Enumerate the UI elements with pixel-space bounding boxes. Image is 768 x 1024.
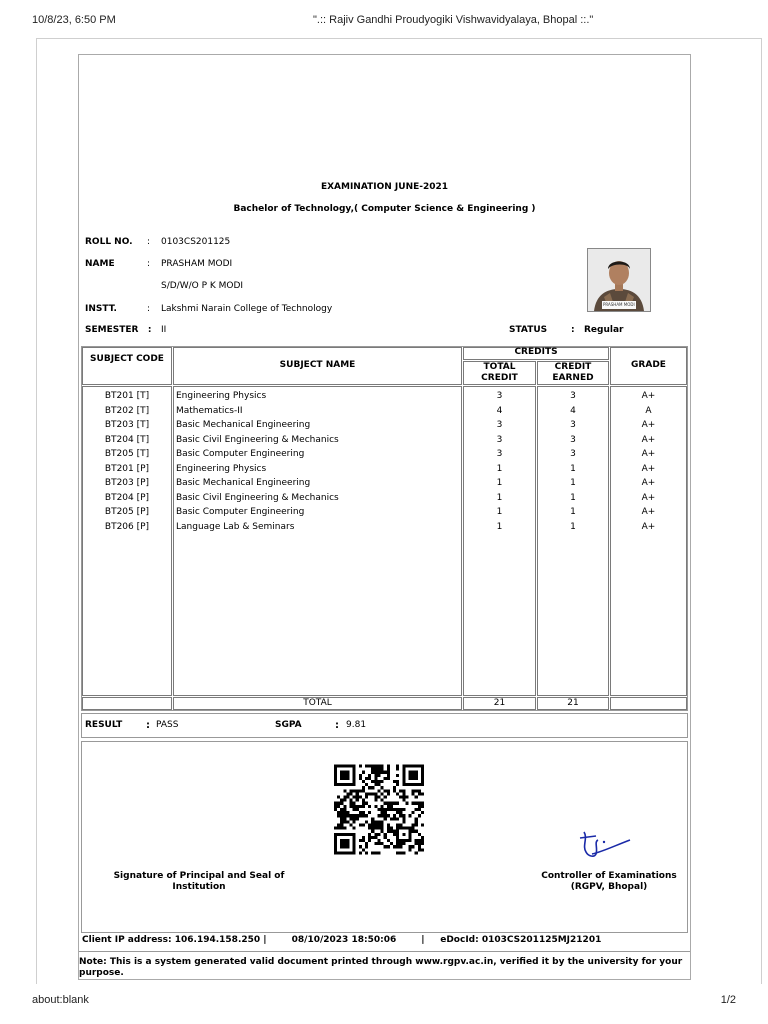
row-total-credit: 1 — [496, 478, 503, 488]
exam-title: EXAMINATION JUNE-2021 — [320, 182, 449, 192]
program-title: Bachelor of Technology,( Computer Science & Engineering ) — [233, 204, 536, 214]
inst-label: INSTT. — [85, 304, 117, 314]
row-subject-name: Mathematics-II — [176, 405, 243, 416]
row-total-credit: 3 — [496, 391, 503, 401]
row-subject-name: Basic Computer Engineering — [176, 507, 305, 517]
print-date: 10/8/23, 6:50 PM — [32, 14, 116, 26]
header-credit-earned: CREDIT EARNED — [552, 362, 594, 383]
marksheet — [78, 54, 691, 980]
row-grade: A+ — [641, 478, 656, 488]
row-total-credit: 1 — [496, 463, 503, 474]
row-credit-earned: 1 — [570, 478, 576, 488]
row-credit-earned: 1 — [570, 521, 576, 532]
row-subject-name: Basic Mechanical Engineering — [176, 478, 311, 488]
print-page-title: ".:: Rajiv Gandhi Proudyogiki Vishwavidyalaya, Bhopal ::." — [313, 14, 594, 26]
qr-code-icon — [334, 764, 424, 855]
row-subject-name: Engineering Physics — [176, 391, 267, 401]
total-row-code-cell — [82, 697, 172, 710]
header-subject-code-cell — [82, 347, 172, 385]
row-subject-code: BT205 [T] — [104, 449, 150, 459]
header-subject-name: SUBJECT NAME — [279, 360, 356, 370]
footer-divider — [79, 951, 690, 952]
row-credit-earned: 1 — [570, 492, 576, 503]
status-colon: : — [571, 325, 575, 335]
controller-signature-label: Controller of Examinations (RGPV, Bhopal) — [541, 871, 677, 892]
sgpa-label: SGPA — [275, 720, 302, 730]
row-subject-name: Engineering Physics — [176, 463, 267, 474]
row-credit-earned: 3 — [570, 434, 576, 445]
name-colon: : — [147, 259, 151, 269]
header-total-credit: TOTAL CREDIT — [481, 362, 518, 383]
row-subject-code: BT202 [T] — [104, 405, 150, 416]
roll-value: 0103CS201125 — [161, 237, 231, 247]
row-total-credit: 1 — [496, 521, 503, 532]
row-subject-name: Basic Civil Engineering & Mechanics — [176, 434, 339, 445]
total-credit-value: 21 — [493, 698, 506, 708]
print-page-number: 1/2 — [720, 994, 736, 1006]
row-total-credit: 1 — [496, 492, 503, 503]
client-info-line: Client IP address: 106.194.158.250 | 08/10/2023 18:50:06 | eDocId: 0103CS201125MJ21201 — [82, 935, 602, 945]
row-grade: A+ — [641, 507, 656, 517]
row-grade: A+ — [641, 521, 656, 532]
name-value: PRASHAM MODI — [161, 259, 233, 269]
roll-label: ROLL NO. — [85, 237, 133, 247]
inst-colon: : — [147, 304, 151, 314]
student-photo-icon — [587, 248, 651, 312]
row-subject-name: Basic Mechanical Engineering — [176, 420, 311, 430]
total-earned-value: 21 — [567, 698, 579, 708]
sgpa-colon: : — [335, 720, 339, 731]
row-subject-name: Basic Civil Engineering & Mechanics — [176, 492, 339, 503]
system-note: Note: This is a system generated valid document printed through www.rgpv.ac.in, verified it by the university for your purpose. — [79, 957, 683, 978]
header-subject-code: SUBJECT CODE — [90, 354, 164, 364]
result-colon: : — [146, 720, 150, 731]
row-credit-earned: 4 — [570, 405, 576, 416]
semester-label — [85, 325, 151, 335]
sgpa-value: 9.81 — [346, 720, 367, 730]
name-label: NAME — [85, 259, 115, 269]
row-subject-code: BT203 [T] — [104, 420, 150, 430]
row-subject-name: Basic Computer Engineering — [176, 449, 305, 459]
signature-icon — [574, 828, 634, 862]
roll-colon: : — [147, 237, 151, 247]
status-value: Regular — [584, 325, 624, 335]
result-value: PASS — [156, 720, 179, 730]
row-subject-code: BT204 [T] — [104, 434, 150, 445]
relation-value: S/D/W/O P K MODI — [161, 281, 244, 291]
row-subject-code: BT205 [P] — [104, 507, 150, 517]
row-credit-earned: 3 — [570, 391, 576, 401]
row-subject-code: BT201 [P] — [104, 463, 150, 474]
total-grade-cell — [610, 697, 687, 710]
photo-caption: PRASHAM MODI — [603, 302, 635, 307]
row-total-credit: 3 — [496, 449, 503, 459]
result-label: RESULT — [85, 720, 123, 730]
row-credit-earned: 3 — [570, 420, 576, 430]
row-credit-earned: 3 — [570, 449, 576, 459]
row-subject-code: BT204 [P] — [104, 492, 150, 503]
row-grade: A+ — [641, 463, 656, 474]
row-credit-earned: 1 — [570, 507, 576, 517]
row-grade: A+ — [641, 492, 656, 503]
row-grade: A — [645, 405, 652, 416]
row-subject-name: Language Lab & Seminars — [176, 521, 295, 532]
row-total-credit: 3 — [496, 420, 503, 430]
semester-colon: : — [147, 325, 152, 335]
status-label: STATUS — [509, 325, 548, 335]
principal-signature-label: Signature of Principal and Seal of Institution — [113, 871, 285, 892]
row-grade: A+ — [641, 391, 656, 401]
header-credits: CREDITS — [514, 347, 558, 357]
semester-label-text: SEMESTER — [85, 325, 139, 335]
row-total-credit: 4 — [496, 405, 503, 416]
row-subject-code: BT206 [P] — [104, 521, 150, 532]
header-grade: GRADE — [631, 360, 666, 370]
print-url: about:blank — [32, 994, 89, 1006]
inst-value: Lakshmi Narain College of Technology — [161, 304, 333, 314]
row-total-credit: 1 — [496, 507, 503, 517]
row-grade: A+ — [641, 434, 656, 445]
semester-value: II — [161, 325, 167, 335]
row-grade: A+ — [641, 449, 656, 459]
row-subject-code: BT201 [T] — [104, 391, 150, 401]
total-label: TOTAL — [303, 698, 332, 708]
row-total-credit: 3 — [496, 434, 503, 445]
row-grade: A+ — [641, 420, 656, 430]
row-subject-code: BT203 [P] — [104, 478, 150, 488]
row-credit-earned: 1 — [570, 463, 576, 474]
